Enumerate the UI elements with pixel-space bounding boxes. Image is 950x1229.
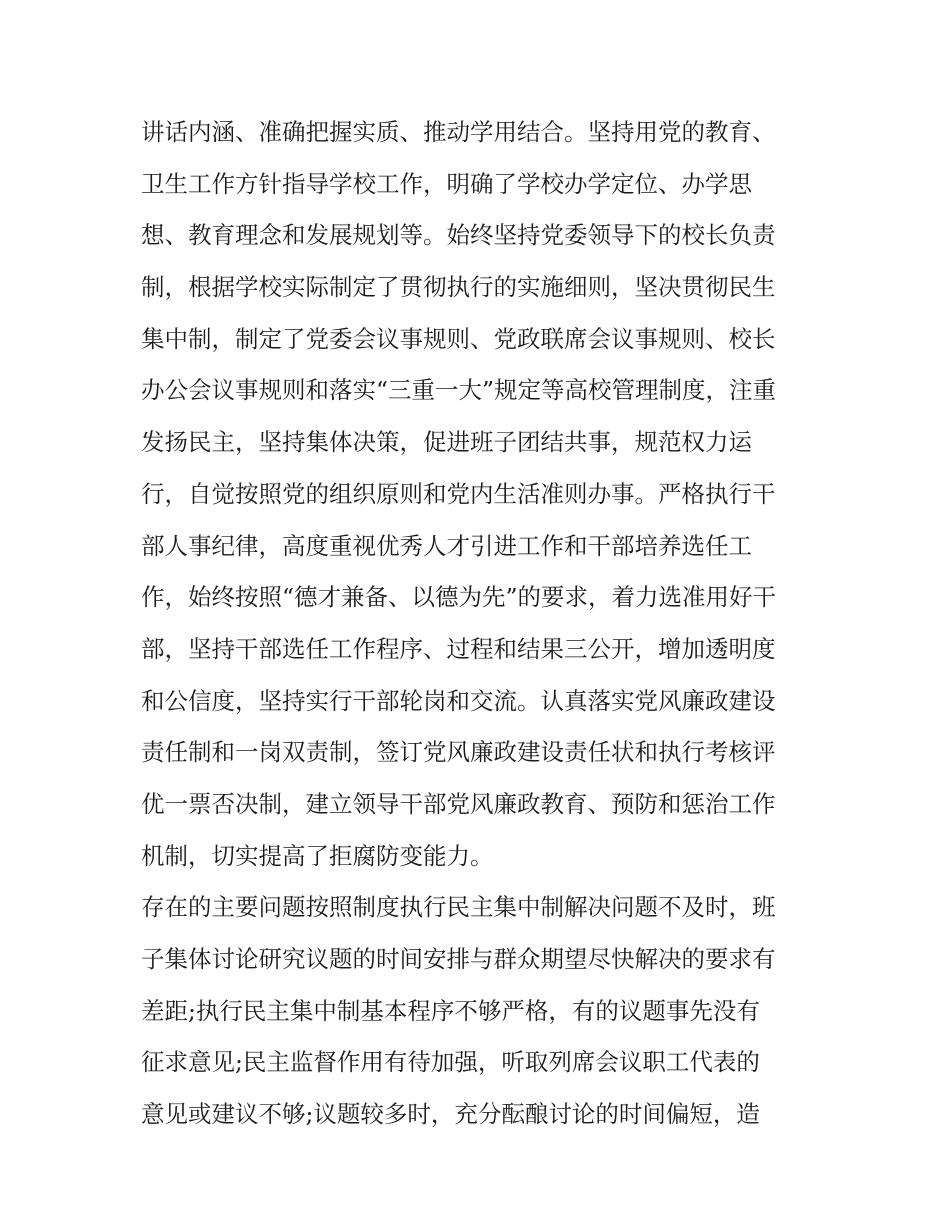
paragraph-2-line-4: 征求意见;民主监督作用有待加强，听取列席会议职工代表的 <box>141 1048 760 1077</box>
paragraph-2-line-5: 意见或建议不够;议题较多时，充分酝酿讨论的时间偏短，造 <box>141 1100 760 1129</box>
paragraph-1-line-14: 优一票否决制，建立领导干部党风廉政教育、预防和惩治工作 <box>141 789 776 818</box>
paragraph-1-line-12: 和公信度，坚持实行干部轮岗和交流。认真落实党风廉政建设 <box>141 686 776 715</box>
paragraph-1-line-4: 制，根据学校实际制定了贯彻执行的实施细则，坚决贯彻民生 <box>141 273 776 302</box>
paragraph-1-line-11: 部，坚持干部选任工作程序、过程和结果三公开，增加透明度 <box>141 634 776 663</box>
paragraph-2 <box>141 882 821 1140</box>
paragraph-2-line-1: 存在的主要问题按照制度执行民主集中制解决问题不及时，班 <box>141 893 776 922</box>
paragraph-2-line-2: 子集体讨论研究议题的时间安排与群众期望尽快解决的要求有 <box>141 945 776 973</box>
document-body <box>141 107 821 1141</box>
paragraph-1-line-15: 机制，切实提高了拒腐防变能力。 <box>141 841 494 870</box>
paragraph-1-line-3: 想、教育理念和发展规划等。始终坚持党委领导下的校长负责 <box>141 221 776 250</box>
paragraph-1-line-7: 发扬民主，坚持集体决策，促进班子团结共事，规范权力运 <box>141 428 752 457</box>
paragraph-1-line-2: 卫生工作方针指导学校工作，明确了学校办学定位、办学思 <box>141 169 752 198</box>
paragraph-1-line-9: 部人事纪律，高度重视优秀人才引进工作和干部培养选任工 <box>141 531 752 560</box>
paragraph-1-line-5: 集中制，制定了党委会议事规则、党政联席会议事规则、校长 <box>141 324 776 353</box>
paragraph-1-line-13: 责任制和一岗双责制，签订党风廉政建设责任状和执行考核评 <box>141 738 776 767</box>
paragraph-1 <box>141 107 821 882</box>
paragraph-1-line-8: 行，自觉按照党的组织原则和党内生活准则办事。严格执行干 <box>141 479 776 508</box>
paragraph-1-line-1: 讲话内涵、准确把握实质、推动学用结合。坚持用党的教育、 <box>141 118 776 146</box>
paragraph-2-line-3: 差距;执行民主集中制基本程序不够严格，有的议题事先没有 <box>141 996 760 1025</box>
paragraph-1-line-10: 作，始终按照“德才兼备、以德为先”的要求，着力选准用好干 <box>141 583 777 612</box>
paragraph-1-line-6: 办公会议事规则和落实“三重一大”规定等高校管理制度，注重 <box>141 376 777 405</box>
